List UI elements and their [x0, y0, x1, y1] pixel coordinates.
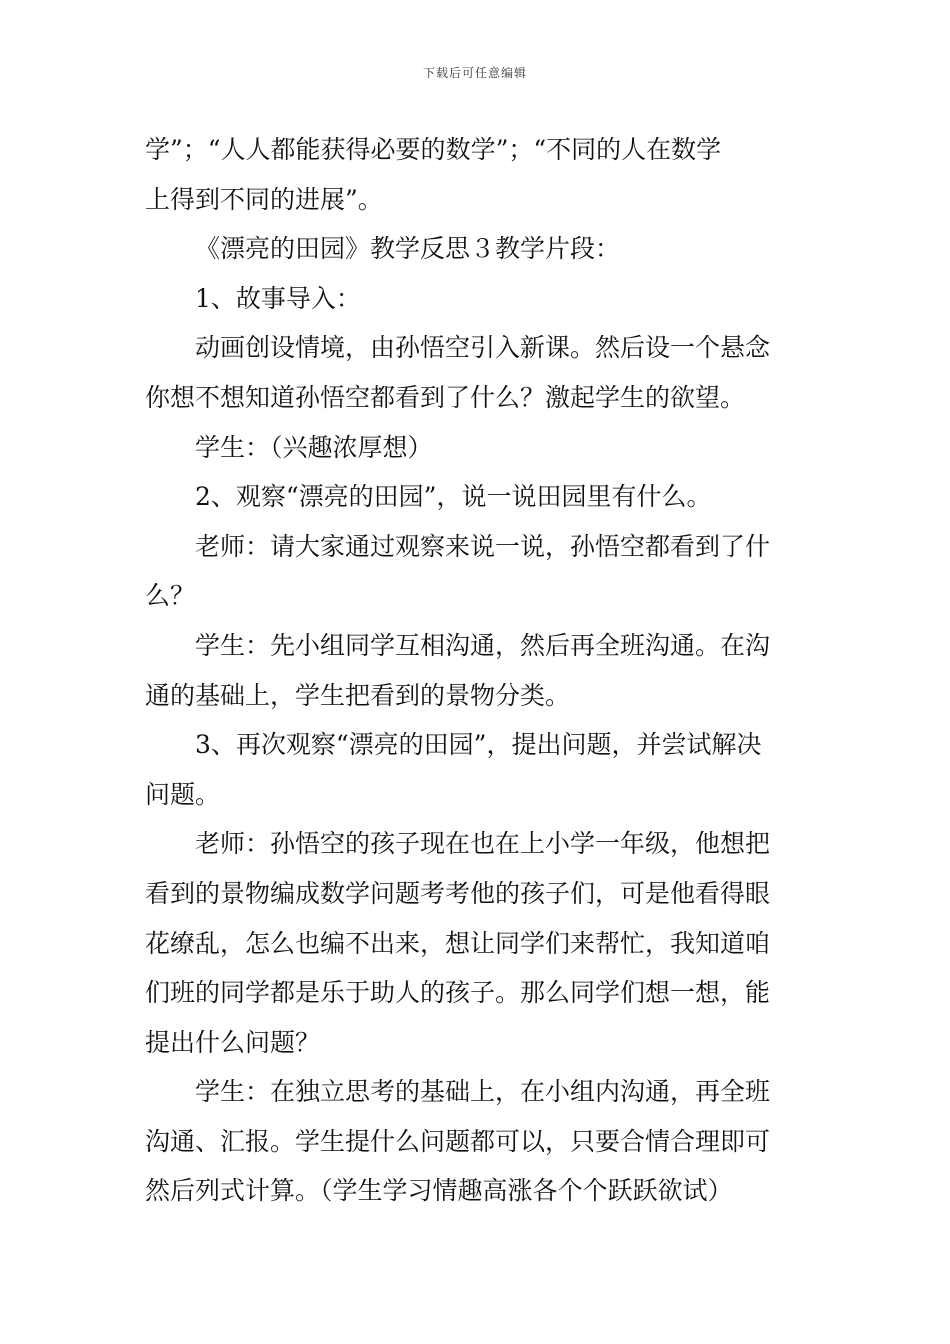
text-line: 你想不想知道孙悟空都看到了什么？激起学生的欲望。 [145, 382, 746, 412]
text-line: 看到的景物编成数学问题考考他的孩子们，可是他看得眼 [145, 878, 771, 908]
text-line: 1、故事导入： [195, 283, 361, 313]
text-line: 上得到不同的进展”。 [145, 184, 383, 214]
text-line: 学”；“人人都能获得必要的数学”；“不同的人在数学 [145, 135, 722, 164]
paragraph [145, 1067, 810, 1216]
paragraph [145, 125, 810, 224]
text-line: 么？ [145, 581, 196, 611]
paragraph [145, 621, 810, 720]
page-header: 下载后可任意编辑 [422, 66, 527, 80]
paragraph [145, 423, 810, 473]
text-line: 老师：请大家通过观察来说一说，孙悟空都看到了什 [195, 531, 771, 561]
text-line: 动画创设情境，由孙悟空引入新课。然后设一个悬念 [195, 333, 771, 363]
text-line: 学生：在独立思考的基础上，在小组内沟通，再全班 [195, 1077, 771, 1107]
section-heading [145, 274, 810, 324]
text-line: 沟通、汇报。学生提什么问题都可以，只要合情合理即可 [145, 1126, 771, 1156]
text-line: 然后列式计算。（学生学习情趣高涨各个个跃跃欲试） [145, 1176, 733, 1206]
paragraph [145, 323, 810, 422]
text-line: 通的基础上，学生把看到的景物分类。 [145, 680, 571, 710]
text-line: 问题。 [145, 779, 221, 809]
text-line: 学生：（兴趣浓厚想） [195, 432, 433, 462]
paragraph [145, 819, 810, 1067]
paragraph-title [145, 224, 810, 274]
text-line: 们班的同学都是乐于助人的孩子。那么同学们想一想，能 [145, 978, 771, 1008]
paragraph [145, 522, 810, 621]
section-heading [145, 472, 810, 522]
section-heading [145, 720, 810, 819]
text-line: 老师：孙悟空的孩子现在也在上小学一年级，他想把 [195, 829, 771, 859]
text-line: 2、观察“漂亮的田园”，说一说田园里有什么。 [195, 482, 712, 512]
document-body [145, 125, 810, 1216]
text-line: 《漂亮的田园》教学反思３教学片段： [195, 234, 621, 264]
text-line: 提出什么问题？ [145, 1027, 321, 1057]
text-line: 花缭乱，怎么也编不出来，想让同学们来帮忙，我知道咱 [145, 928, 771, 958]
text-line: 3、再次观察“漂亮的田园”，提出问题，并尝试解决 [195, 730, 762, 760]
text-line: 学生：先小组同学互相沟通，然后再全班沟通。在沟 [195, 630, 771, 660]
